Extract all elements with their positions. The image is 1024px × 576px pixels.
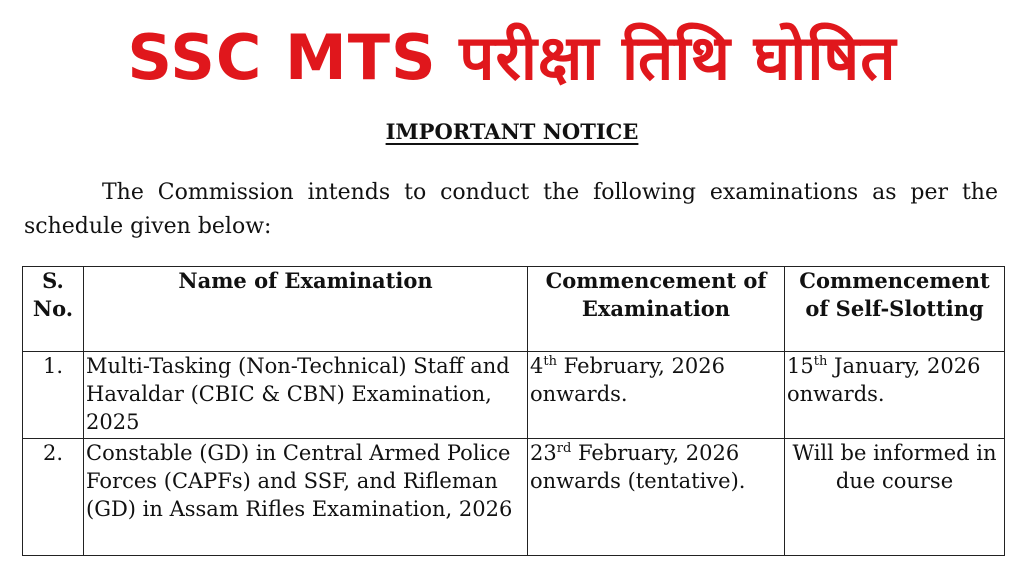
slot-note: onwards.	[787, 382, 885, 406]
exam-month-year: February, 2026	[577, 441, 740, 465]
notice-heading	[0, 118, 1024, 146]
slot-day-suffix: th	[813, 354, 828, 369]
row-exam-date	[528, 439, 785, 556]
slot-month-year: January, 2026	[834, 354, 981, 378]
banner-title: SSC MTS परीक्षा तिथि घोषित	[127, 21, 897, 94]
schedule-table	[22, 266, 1005, 556]
header-exam-commencement: Commencement of Examination	[528, 267, 785, 352]
exam-month-year: February, 2026	[563, 354, 725, 378]
header-slot-commencement: Commencement of Self-Slotting	[785, 267, 1005, 352]
row-slot-date	[785, 352, 1005, 439]
row-exam-name: Multi-Tasking (Non-Technical) Staff and Havaldar (CBIC & CBN) Examination, 2025	[84, 352, 528, 439]
slot-day: 15	[787, 354, 814, 378]
table-header-row	[23, 267, 1005, 352]
exam-note: onwards.	[530, 382, 628, 406]
slot-date-line	[787, 354, 980, 378]
row-slot-date: Will be informed in due course	[785, 439, 1005, 556]
header-sno: S. No.	[23, 267, 84, 352]
header-name: Name of Examination	[84, 267, 528, 352]
exam-day: 23	[530, 441, 557, 465]
notice-heading-text: IMPORTANT NOTICE	[385, 119, 639, 144]
exam-note: onwards (tentative).	[530, 469, 746, 493]
exam-day-suffix: rd	[556, 441, 572, 456]
intro-paragraph: The Commission intends to conduct the following examinations as per the schedule given below:	[24, 180, 998, 239]
exam-date-line	[530, 354, 725, 378]
exam-day: 4	[530, 354, 544, 378]
row-sno: 1.	[23, 352, 84, 439]
row-sno: 2.	[23, 439, 84, 556]
exam-day-suffix: th	[543, 354, 557, 369]
row-exam-date	[528, 352, 785, 439]
table-row	[23, 439, 1005, 556]
exam-date-line	[530, 441, 739, 465]
row-exam-name: Constable (GD) in Central Armed Police Forces (CAPFs) and SSF, and Rifleman (GD) in Assam Rifles Examination, 2026	[84, 439, 528, 556]
table-row	[23, 352, 1005, 439]
